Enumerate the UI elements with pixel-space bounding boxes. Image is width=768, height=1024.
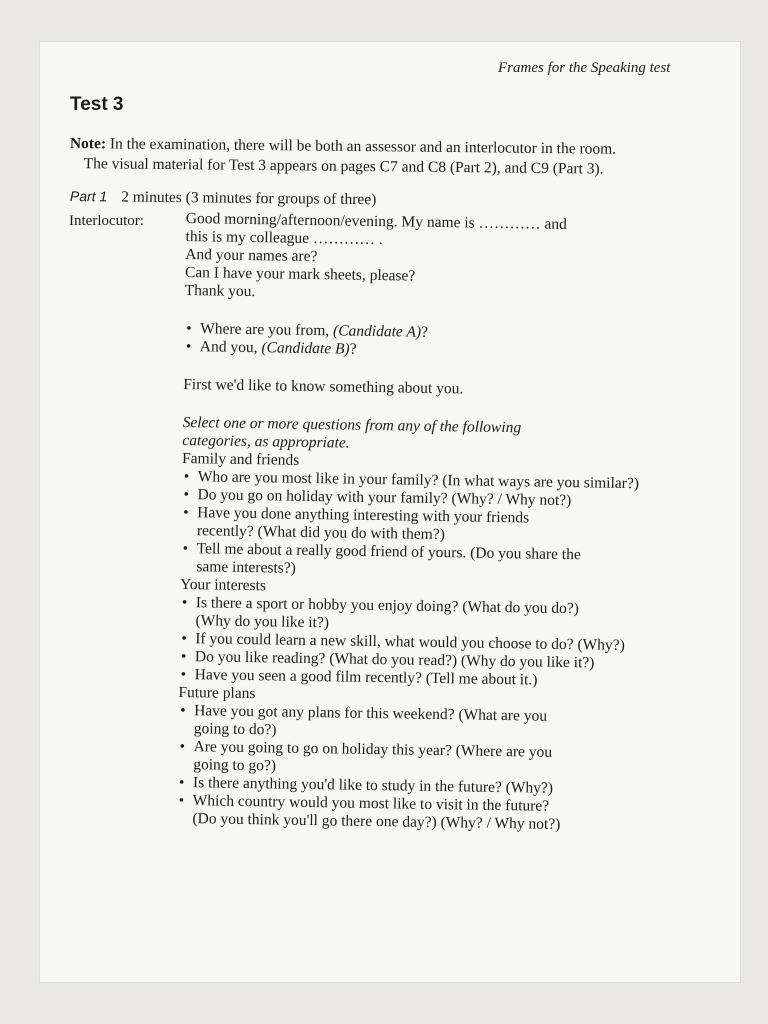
part-heading [70,188,377,209]
list-item: • Have you done anything interesting with your friends recently? (What did you do with them?) [181,504,652,547]
list-item: • Have you seen a good film recently? (Tell me about it.) [179,666,649,691]
list-item: • Are you going to go on holiday this year? (Where are you going to go?) [177,738,648,781]
list-item: • Which country would you most like to visit in the future? (Do you think you'll go there one day?) (Why? / Why not?) [176,792,647,835]
category-heading: Future plans [178,683,256,703]
list-item: • Where are you from, (Candidate A)? [184,320,654,345]
question-list [176,702,648,835]
opening-line: And your names are? [185,245,318,266]
opening-line: this is my colleague ………… . [185,227,383,249]
list-item: • Tell me about a really good friend of yours. (Do you share the same interests?) [180,540,651,583]
question-list [180,468,652,583]
list-item: • Who are you most like in your family? (In what ways are you similar?) [182,468,652,493]
category-heading: Your interests [179,575,267,595]
list-item: • Is there anything you'd like to study in the future? (Why?) [177,774,647,799]
list-item: • Is there a sport or hobby you enjoy doing? (What do you do?) (Why do you like it?) [179,594,650,637]
list-item: • Do you go on holiday with your family? (Why? / Why not?) [181,486,651,511]
instruction-line: categories, as appropriate. [182,431,350,452]
opening-line: Good morning/afternoon/evening. My name is ………… and [185,210,567,233]
intro-line: First we'd like to know something about you. [183,375,464,398]
candidate-questions [184,320,655,363]
list-item: • If you could learn a new skill, what would you choose to do? (Why?) [179,630,649,655]
note-line-2: The visual material for Test 3 appears on pages C7 and C8 (Part 2), and C9 (Part 3). [83,155,604,178]
part-label: Part 1 [69,188,108,205]
opening-line: Thank you. [184,281,256,301]
list-item: • And you, (Candidate B)? [184,338,654,363]
list-item: • Do you like reading? (What do you read?) (Why do you like it?) [179,648,649,673]
instruction-line: Select one or more questions from any of the following [182,413,522,437]
test-title: Test 3 [70,94,124,115]
part-timing: 2 minutes (3 minutes for groups of three) [121,188,377,209]
opening-line: Can I have your mark sheets, please? [184,263,416,285]
question-list [179,594,650,691]
running-head: Frames for the Speaking test [498,60,671,76]
speaker-label: Interlocutor: [69,213,144,229]
list-item: • Have you got any plans for this weekend? (What are you going to do?) [178,702,649,745]
interlocutor-script [176,210,656,835]
exam-note [70,134,617,180]
category-heading: Family and friends [181,449,300,469]
note-line-1: In the examination, there will be both an assessor and an interlocutor in the room. [109,135,617,158]
note-lead: Note: [69,134,107,153]
